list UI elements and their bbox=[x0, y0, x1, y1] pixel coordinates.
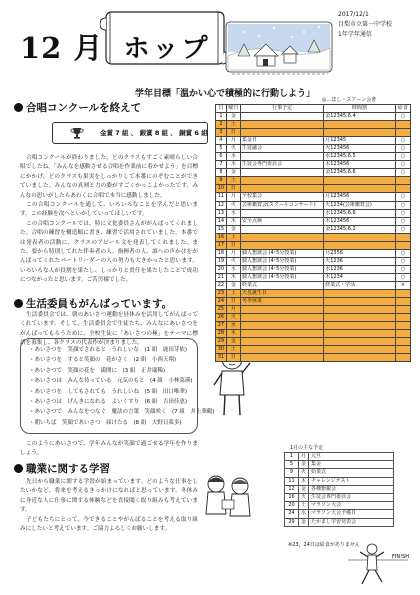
january-event: マラソン大会 bbox=[309, 502, 394, 510]
calendar-date: 2 bbox=[216, 121, 227, 129]
january-row bbox=[285, 453, 394, 461]
career-heading: 職業に関する学習 bbox=[14, 461, 110, 476]
career-body bbox=[20, 478, 198, 534]
slogan-box bbox=[20, 338, 215, 434]
slogan-item: ・あいさつは みんな待っている 元気のもと (4 組 小林菜瑛) bbox=[29, 378, 193, 385]
life-closing bbox=[20, 440, 198, 459]
calendar-row bbox=[216, 113, 411, 121]
newsletter-title: ホップ bbox=[123, 34, 211, 64]
calendar-date: 14 bbox=[216, 217, 227, 225]
calendar-lunch bbox=[395, 306, 410, 314]
january-schedule bbox=[284, 452, 394, 527]
january-weekday: 金 bbox=[299, 518, 309, 526]
career-paragraph: 子どもたちにとって、今できることやがんばることを考える取り組みにしたいと考えています。ご協力よろしくお願いします。 bbox=[20, 516, 198, 533]
calendar-weekday: 土 bbox=[226, 121, 240, 129]
slogan-item: ・あいさつを 笑顔でされると うれしいな (1 組 鹿田芽依) bbox=[29, 347, 188, 353]
calendar-weekday: 日 bbox=[226, 241, 240, 249]
calendar-lunch: ○ bbox=[395, 161, 410, 169]
calendar-timetable bbox=[324, 129, 396, 137]
calendar-weekday: 木 bbox=[226, 161, 240, 169]
calendar-date: 13 bbox=[216, 209, 227, 217]
calendar-weekday: 金 bbox=[226, 225, 240, 233]
calendar-event: 個人懇談会 (4･5分授業) bbox=[240, 257, 323, 265]
january-event: マラソン大会予備日 bbox=[309, 510, 394, 518]
calendar-timetable: 水12345,6.5 bbox=[324, 153, 396, 161]
calendar-row bbox=[216, 145, 411, 153]
january-date: 12 bbox=[285, 485, 299, 493]
january-row bbox=[285, 502, 394, 510]
snow-village-icon bbox=[224, 18, 334, 78]
january-event: 集金 bbox=[309, 461, 394, 469]
calendar-timetable bbox=[324, 346, 396, 354]
calendar-event: 全校集会 bbox=[240, 193, 323, 201]
january-weekday: 金 bbox=[299, 485, 309, 493]
january-date: 11 bbox=[285, 477, 299, 485]
calendar-weekday: 水 bbox=[226, 322, 240, 330]
calendar-lunch: ○ bbox=[395, 113, 410, 121]
slogan-item: ・あいさつは げんきになれる よいくすり (6 組 吉田佳恵) bbox=[29, 399, 188, 406]
calendar-weekday: 火 bbox=[226, 201, 240, 209]
header-event: 行事予定 bbox=[240, 105, 323, 113]
calendar-row bbox=[216, 161, 411, 169]
december-calendar bbox=[215, 104, 411, 362]
calendar-date: 7 bbox=[216, 161, 227, 169]
calendar-date: 17 bbox=[216, 241, 227, 249]
calendar-date: 15 bbox=[216, 225, 227, 233]
calendar-row bbox=[216, 209, 411, 217]
school-name: 目梨市立第一中学校 bbox=[338, 21, 393, 28]
calendar-row bbox=[216, 153, 411, 161]
calendar-timetable bbox=[324, 322, 396, 330]
calendar-event bbox=[240, 346, 323, 354]
calendar-lunch bbox=[395, 322, 410, 330]
calendar-timetable bbox=[324, 241, 396, 249]
calendar-event: 安全点検 bbox=[240, 217, 323, 225]
header-lunch: 給食 bbox=[395, 105, 410, 113]
january-date: 16 bbox=[285, 493, 299, 501]
issue-date: 2017/12/1 bbox=[338, 11, 369, 18]
chorus-heading: 合唱コンクールを終えて bbox=[14, 100, 141, 115]
january-date: 1 bbox=[285, 453, 299, 461]
calendar-row bbox=[216, 233, 411, 241]
calendar-lunch: ○ bbox=[395, 273, 410, 281]
january-weekday: 火 bbox=[299, 469, 309, 477]
january-event: 始業式 bbox=[309, 469, 394, 477]
calendar-weekday: 日 bbox=[226, 185, 240, 193]
life-heading: 生活委員もがんばっています。 bbox=[14, 296, 172, 311]
calendar-row bbox=[216, 298, 411, 306]
january-caption: 1月の主な予定 bbox=[290, 445, 324, 451]
calendar-date: 24 bbox=[216, 298, 227, 306]
january-row bbox=[285, 461, 394, 469]
calendar-date: 28 bbox=[216, 330, 227, 338]
calendar-date: 23 bbox=[216, 290, 227, 298]
calendar-date: 12 bbox=[216, 201, 227, 209]
calendar-lunch bbox=[395, 290, 410, 298]
calendar-timetable bbox=[324, 290, 396, 298]
calendar-lunch bbox=[395, 241, 410, 249]
calendar-timetable: 終業式・学活 bbox=[324, 281, 396, 289]
calendar-date: 21 bbox=[216, 273, 227, 281]
children-illustration-icon bbox=[198, 470, 258, 525]
january-date: 29 bbox=[285, 518, 299, 526]
life-paragraph: このようにあいさつで、学年みんなが笑顔で過ごせる学年を作りましょう。 bbox=[20, 441, 198, 457]
calendar-timetable bbox=[324, 354, 396, 362]
calendar-lunch bbox=[395, 330, 410, 338]
calendar-event: 生徒会専門委員会 bbox=[240, 161, 323, 169]
calendar-lunch bbox=[395, 177, 410, 185]
chorus-paragraph: この合唱コンクールでは、特に文化委員さんががんばってくれました。合唱の練習を構造順に書き、練習で活用されていました。本番では発表者の活動に、クラスのアピール文を発表してくれました。また、要から特別してれた伴奏者の人、指揮者の人、誰への声かけをがんばってくれたパートリーダーの人の努力も大きかったと思います。いろいろな人が役割を果たし、しっかりと責任を果たしたことで成功につながったと思います。ご苦労様でした。 bbox=[20, 220, 198, 284]
calendar-row bbox=[216, 177, 411, 185]
chorus-paragraph: 合唱コンクールが終わりました。どのクラスもすごく素晴らしい合唱でしたね。「みんなを感動させる合唱を作業前に着かせよう」を目標にかかげ、どのクラスも果実をしっかりして本番にのぞむことができていました。みんなの真剣と力の姿がすごくかっこよかったです。みんなの思いがしたらあわくに合唱で本当に感動しました。 bbox=[20, 155, 198, 199]
calendar-row bbox=[216, 249, 411, 257]
january-date: 9 bbox=[285, 469, 299, 477]
calendar-row bbox=[216, 201, 411, 209]
calendar-timetable bbox=[324, 330, 396, 338]
calendar-event: 個人懇談会 (4･5分授業) bbox=[240, 273, 323, 281]
calendar-date: 25 bbox=[216, 306, 227, 314]
calendar-row bbox=[216, 330, 411, 338]
calendar-row bbox=[216, 273, 411, 281]
calendar-date: 6 bbox=[216, 153, 227, 161]
slogan-item: ・朝いちば 笑顔であいさつ 届けたる (8 組 大野日菜多) bbox=[29, 419, 182, 426]
calendar-weekday: 土 bbox=[226, 346, 240, 354]
bullet-dot-icon bbox=[14, 299, 23, 308]
calendar-date: 20 bbox=[216, 265, 227, 273]
calendar-date: 1 bbox=[216, 113, 227, 121]
calendar-weekday: 木 bbox=[226, 217, 240, 225]
calendar-timetable: 金12345,6.2 bbox=[324, 225, 396, 233]
calendar-weekday: 土 bbox=[226, 177, 240, 185]
calendar-date: 29 bbox=[216, 338, 227, 346]
calendar-row bbox=[216, 217, 411, 225]
calendar-timetable: 水12345,6.6 bbox=[324, 209, 396, 217]
calendar-date: 31 bbox=[216, 354, 227, 362]
calendar-timetable bbox=[324, 233, 396, 241]
calendar-event bbox=[240, 177, 323, 185]
calendar-row bbox=[216, 169, 411, 177]
calendar-event bbox=[240, 314, 323, 322]
calendar-timetable bbox=[324, 314, 396, 322]
calendar-lunch bbox=[395, 129, 410, 137]
calendar-lunch: ○ bbox=[395, 169, 410, 177]
calendar-event: 冬季休業 bbox=[240, 298, 323, 306]
calendar-timetable: 月2356 bbox=[324, 249, 396, 257]
calendar-lunch: ○ bbox=[395, 137, 410, 145]
calendar-lunch bbox=[395, 233, 410, 241]
calendar-event bbox=[240, 185, 323, 193]
calendar-row bbox=[216, 281, 411, 289]
january-event: 各種懇親会 bbox=[309, 485, 394, 493]
chorus-paragraph: この合唱コンクールを通して、いろいろなことを学んだと思います。この経験を次へといかしていってほしいです。 bbox=[20, 202, 198, 218]
calendar-event bbox=[240, 153, 323, 161]
grade-goal: 学年目標「温かい心で積極的に行動しよう」 bbox=[135, 89, 316, 99]
calendar-weekday: 水 bbox=[226, 153, 240, 161]
award-results: 金賞 7 組 、 銀賞 8 組 、 銅賞 6 組 bbox=[100, 129, 208, 137]
calendar-row bbox=[216, 354, 411, 362]
calendar-weekday: 月 bbox=[226, 249, 240, 257]
calendar-timetable: 火123456 bbox=[324, 145, 396, 153]
calendar-weekday: 日 bbox=[226, 298, 240, 306]
calendar-date: 8 bbox=[216, 169, 227, 177]
calendar-row bbox=[216, 290, 411, 298]
january-event: 元旦 bbox=[309, 453, 394, 461]
calendar-timetable: 月123456 bbox=[324, 193, 396, 201]
calendar-event bbox=[240, 113, 323, 121]
header-date: 日 bbox=[216, 105, 227, 113]
calendar-row bbox=[216, 225, 411, 233]
calendar-weekday: 水 bbox=[226, 209, 240, 217]
calendar-weekday: 金 bbox=[226, 113, 240, 121]
calendar-timetable: 木123456 bbox=[324, 217, 396, 225]
calendar-lunch: ○ bbox=[395, 145, 410, 153]
calendar-date: 30 bbox=[216, 346, 227, 354]
slogan-item: ・あいさつを してもされても うれしいね (5 組 田口唯華) bbox=[29, 388, 188, 395]
calendar-date: 11 bbox=[216, 193, 227, 201]
calendar-timetable bbox=[324, 185, 396, 193]
bullet-dot-icon bbox=[14, 464, 23, 473]
header-day: 曜日 bbox=[226, 105, 240, 113]
calendar-lunch: ○ bbox=[395, 153, 410, 161]
calendar-row bbox=[216, 185, 411, 193]
month-title: 12 月 bbox=[20, 31, 104, 65]
calendar-weekday: 土 bbox=[226, 290, 240, 298]
calendar-weekday: 金 bbox=[226, 338, 240, 346]
calendar-weekday: 金 bbox=[226, 281, 240, 289]
january-weekday: 木 bbox=[299, 477, 309, 485]
calendar-timetable: 金12345,6.4 bbox=[324, 113, 396, 121]
calendar-event bbox=[240, 241, 323, 249]
calendar-row bbox=[216, 121, 411, 129]
calendar-row bbox=[216, 241, 411, 249]
january-weekday: 火 bbox=[299, 493, 309, 501]
calendar-event bbox=[240, 338, 323, 346]
january-row bbox=[285, 485, 394, 493]
calendar-lunch bbox=[395, 354, 410, 362]
career-paragraph: 先日から職業に関する学習が始まっています。どのような仕事をしたいかなど、将来を考えるきっかけになればと思っています。冬休みに身近な人に仕事に関する体験などを直接聞く取り組みも考えています。 bbox=[20, 479, 198, 514]
january-weekday: 月 bbox=[299, 453, 309, 461]
january-event: 生徒会専門委員会 bbox=[309, 493, 394, 501]
calendar-date: 10 bbox=[216, 185, 227, 193]
calendar-row bbox=[216, 137, 411, 145]
calendar-weekday: 木 bbox=[226, 330, 240, 338]
calendar-weekday: 火 bbox=[226, 145, 240, 153]
calendar-row bbox=[216, 346, 411, 354]
calendar-weekday: 日 bbox=[226, 354, 240, 362]
calendar-event bbox=[240, 169, 323, 177]
calendar-event bbox=[240, 330, 323, 338]
calendar-lunch: ○ bbox=[395, 217, 410, 225]
calendar-event: 天皇誕生日 bbox=[240, 290, 323, 298]
runner-illustration-icon bbox=[346, 540, 410, 590]
calendar-event: 個人懇談会 (4･5分授業) bbox=[240, 265, 323, 273]
publication-info bbox=[338, 10, 418, 40]
january-row bbox=[285, 469, 394, 477]
calendar-event bbox=[240, 354, 323, 362]
calendar-row bbox=[216, 338, 411, 346]
calendar-date: 9 bbox=[216, 177, 227, 185]
calendar-date: 3 bbox=[216, 129, 227, 137]
calendar-caption: ◎…ほし・スアーン会書 bbox=[322, 97, 377, 103]
calendar-timetable: 木1234 bbox=[324, 273, 396, 281]
calendar-event bbox=[240, 129, 323, 137]
calendar-timetable bbox=[324, 177, 396, 185]
calendar-timetable bbox=[324, 306, 396, 314]
calendar-weekday: 月 bbox=[226, 137, 240, 145]
calendar-event bbox=[240, 121, 323, 129]
calendar-event bbox=[240, 225, 323, 233]
calendar-event bbox=[240, 322, 323, 330]
calendar-row bbox=[216, 314, 411, 322]
calendar-date: 19 bbox=[216, 257, 227, 265]
calendar-event bbox=[240, 209, 323, 217]
calendar-date: 18 bbox=[216, 249, 227, 257]
calendar-lunch: ○ bbox=[395, 265, 410, 273]
calendar-timetable: 火1236 bbox=[324, 257, 396, 265]
calendar-lunch: ○ bbox=[395, 193, 410, 201]
january-event: たかまし学習発表会 bbox=[309, 518, 394, 526]
calendar-date: 22 bbox=[216, 281, 227, 289]
calendar-weekday: 日 bbox=[226, 129, 240, 137]
calendar-weekday: 火 bbox=[226, 257, 240, 265]
header-timetable: 時間割 bbox=[324, 105, 396, 113]
calendar-row bbox=[216, 193, 411, 201]
calendar-date: 26 bbox=[216, 314, 227, 322]
calendar-event: 芸術鑑賞会(スクールコンサート) bbox=[240, 201, 323, 209]
calendar-lunch: ○ bbox=[395, 201, 410, 209]
life-paragraph: 生活委員会では、朝のあいさつ運動を昼休みを活用してがんばってくれています。そして、生活委員会で生徒たち、みんなにあいさつをがんばってもらうために、全校生徒に「あいさつの極」をテーマに標語を募集し、各クラスの代表作が決まりました。 bbox=[20, 312, 198, 347]
calendar-event: 終業式 bbox=[240, 281, 323, 289]
calendar-event: 個人懇談会 (4･5分授業) bbox=[240, 249, 323, 257]
calendar-date: 16 bbox=[216, 233, 227, 241]
calendar-lunch: ○ bbox=[395, 257, 410, 265]
calendar-event bbox=[240, 306, 323, 314]
calendar-lunch bbox=[395, 314, 410, 322]
finish-banner-text: FIN!SH bbox=[392, 554, 410, 560]
calendar-weekday: 月 bbox=[226, 306, 240, 314]
january-weekday: 金 bbox=[299, 461, 309, 469]
slogan-item: ・あいさつで 笑顔の花を 満開に (3 組 正井瑞稀) bbox=[29, 367, 166, 374]
january-row bbox=[285, 510, 394, 518]
january-weekday: 水 bbox=[299, 510, 309, 518]
calendar-lunch: ○ bbox=[395, 249, 410, 257]
issuer-name: 1年学年通信 bbox=[338, 31, 372, 38]
chorus-body bbox=[20, 154, 198, 286]
bullet-dot-icon bbox=[14, 103, 23, 112]
calendar-event bbox=[240, 233, 323, 241]
january-event: チャレンジテスト bbox=[309, 477, 394, 485]
calendar-timetable: 金12345,6.6 bbox=[324, 169, 396, 177]
calendar-weekday: 火 bbox=[226, 314, 240, 322]
calendar-lunch bbox=[395, 121, 410, 129]
calendar-date: 4 bbox=[216, 137, 227, 145]
calendar-row bbox=[216, 306, 411, 314]
calendar-weekday: 土 bbox=[226, 233, 240, 241]
trophy-icon bbox=[70, 126, 84, 140]
calendar-timetable bbox=[324, 121, 396, 129]
calendar-timetable bbox=[324, 298, 396, 306]
calendar-event: 生徒議会 bbox=[240, 145, 323, 153]
january-row bbox=[285, 518, 394, 526]
calendar-lunch: ○ bbox=[395, 209, 410, 217]
calendar-weekday: 木 bbox=[226, 273, 240, 281]
calendar-weekday: 水 bbox=[226, 265, 240, 273]
slogan-item: ・あいさつで みんなをつなぐ 魔法の言葉 笑顔咲く (7 組 井上華鶴) bbox=[29, 409, 215, 416]
calendar-weekday: 月 bbox=[226, 193, 240, 201]
january-row bbox=[285, 493, 394, 501]
january-row bbox=[285, 477, 394, 485]
calendar-lunch bbox=[395, 346, 410, 354]
calendar-lunch bbox=[395, 185, 410, 193]
calendar-event: 集金日 bbox=[240, 137, 323, 145]
slogan-item: ・あいさつを すると笑顔の 花がさく (2 組 小西天翔) bbox=[29, 357, 177, 364]
calendar-weekday: 金 bbox=[226, 169, 240, 177]
calendar-lunch: × bbox=[395, 281, 410, 289]
calendar-timetable: 月12345 bbox=[324, 137, 396, 145]
calendar-header-row bbox=[216, 105, 411, 113]
calendar-timetable bbox=[324, 338, 396, 346]
calendar-lunch bbox=[395, 338, 410, 346]
calendar-row bbox=[216, 257, 411, 265]
january-note: ※23，24日は給食がありません bbox=[288, 542, 360, 548]
calendar-row bbox=[216, 265, 411, 273]
calendar-lunch bbox=[395, 298, 410, 306]
january-date: 20 bbox=[285, 502, 299, 510]
calendar-row bbox=[216, 322, 411, 330]
calendar-date: 27 bbox=[216, 322, 227, 330]
calendar-timetable: 火1234(芸術鑑賞会) bbox=[324, 201, 396, 209]
calendar-row bbox=[216, 129, 411, 137]
calendar-lunch: ○ bbox=[395, 225, 410, 233]
calendar-date: 5 bbox=[216, 145, 227, 153]
calendar-timetable: 木123456 bbox=[324, 161, 396, 169]
calendar-timetable: 水1236 bbox=[324, 265, 396, 273]
january-date: 5 bbox=[285, 461, 299, 469]
january-weekday: 土 bbox=[299, 502, 309, 510]
january-date: 24 bbox=[285, 510, 299, 518]
